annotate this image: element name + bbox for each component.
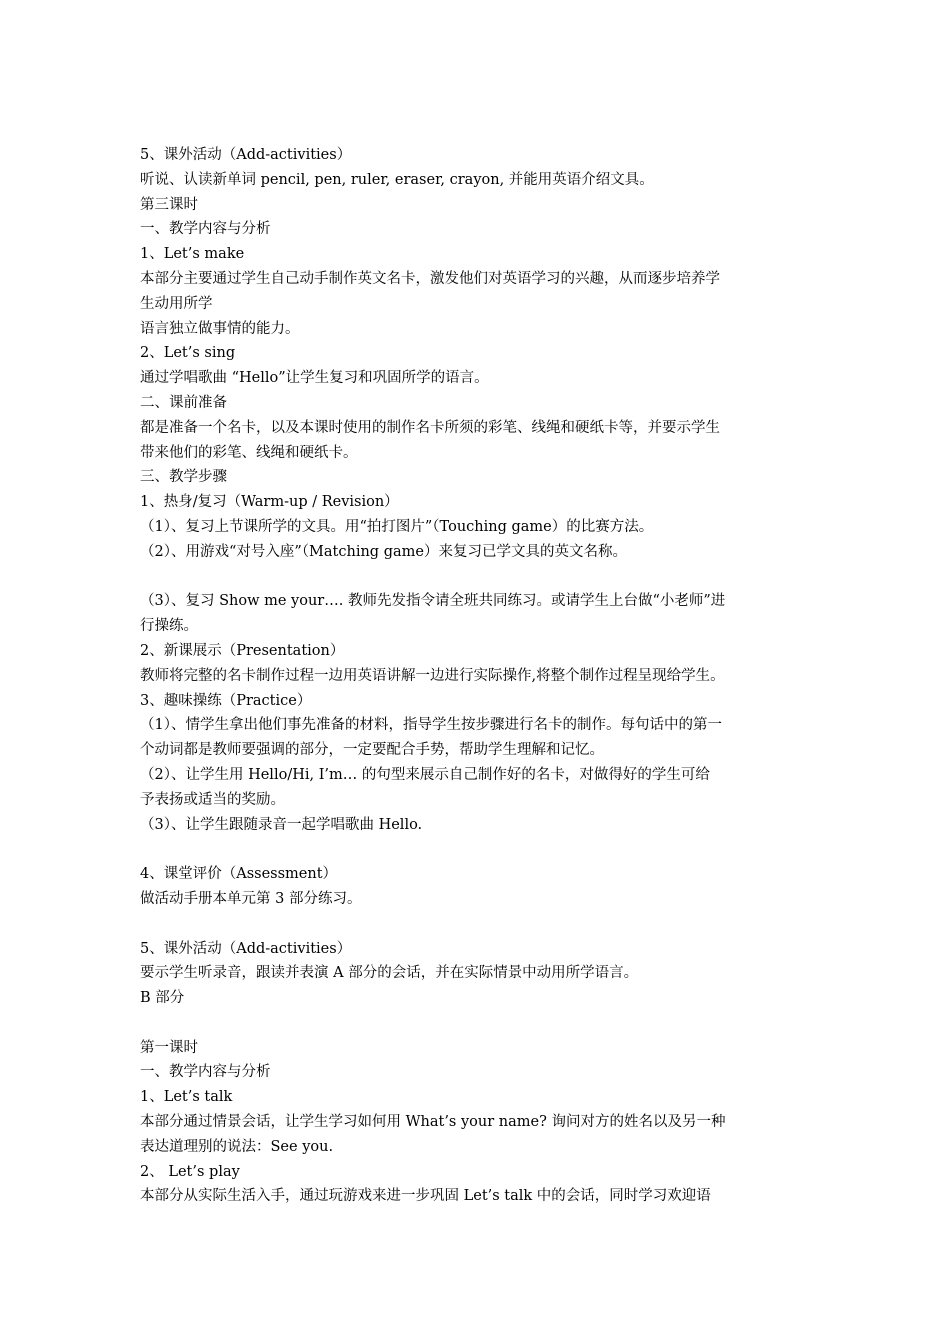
text-line: 5、课外活动（Add-activities）: [140, 940, 352, 957]
text-line: 表达道理别的说法：See you.: [140, 1138, 334, 1155]
text-line: 做活动手册本单元第 3 部分练习。: [140, 890, 362, 907]
text-line: 要示学生听录音，跟读并表演 A 部分的会话，并在实际情景中动用所学语言。: [140, 965, 639, 982]
text-line: 行操练。: [140, 618, 198, 635]
text-line: 本部分通过情景会话，让学生学习如何用 What’s your name? 询问对方的姓名以及另一种: [140, 1114, 726, 1131]
text-line: 2、新课展示（Presentation）: [140, 642, 345, 659]
text-line: 5、课外活动（Add-activities）: [140, 147, 352, 163]
text-line: 听说、认读新单词 pencil, pen, ruler, eraser, crayon, 并能用英语介绍文具。: [140, 171, 654, 188]
text-line: （2）、用游戏“对号入座”（Matching game）来复习已学文具的英文名称。: [140, 543, 627, 560]
text-line: （2）、让学生用 Hello/Hi, I’m… 的句型来展示自己制作好的名卡，对做得好的学生可给: [140, 766, 710, 783]
text-line: 个动词都是教师要强调的部分，一定要配合手势，帮助学生理解和记忆。: [140, 742, 604, 759]
text-line: 2、Let’s sing: [140, 345, 236, 362]
text-line: 3、趣味操练（Practice）: [140, 692, 312, 709]
text-line: 通过学唱歌曲 “Hello”让学生复习和巩固所学的语言。: [140, 370, 489, 387]
text-line: （1）、复习上节课所学的文具。用“拍打图片”（Touching game）的比赛方法。: [140, 518, 654, 535]
text-line: 1、热身/复习（Warm-up / Revision）: [140, 494, 399, 511]
text-line: 第三课时: [140, 196, 198, 213]
text-line: （3）、复习 Show me your…. 教师先发指令请全班共同练习。或请学生上台做“小老师”进: [140, 593, 726, 610]
text-line: 二、课前准备: [140, 394, 227, 411]
text-line: 一、教学内容与分析: [140, 1064, 271, 1081]
text-line: 生动用所学: [140, 295, 213, 312]
text-line: 本部分从实际生活入手，通过玩游戏来进一步巩固 Let’s talk 中的会话，同时学习欢迎语: [140, 1188, 711, 1205]
text-line: 语言独立做事情的能力。: [140, 320, 300, 337]
document-page: [140, 143, 812, 1209]
text-line: 第一课时: [140, 1039, 198, 1056]
text-line: 4、课堂评价（Assessment）: [140, 866, 338, 883]
text-line: 都是准备一个名卡，以及本课时使用的制作名卡所须的彩笔、线绳和硬纸卡等，并要示学生: [140, 419, 720, 436]
text-line: （3）、让学生跟随录音一起学唱歌曲 Hello.: [140, 816, 423, 833]
text-line: 1、Let’s talk: [140, 1089, 233, 1106]
text-line: （1）、情学生拿出他们事先准备的材料，指导学生按步骤进行名卡的制作。每句话中的第一: [140, 717, 722, 734]
blank-line: [140, 565, 812, 590]
text-line: 带来他们的彩笔、线绳和硬纸卡。: [140, 444, 358, 461]
text-line: B 部分: [140, 990, 185, 1007]
blank-line: [140, 837, 812, 862]
text-line: 1、Let’s make: [140, 246, 245, 263]
blank-line: [140, 912, 812, 937]
text-line: 2、 Let’s play: [140, 1163, 240, 1180]
text-line: 三、教学步骤: [140, 469, 227, 486]
text-line: 教师将完整的名卡制作过程一边用英语讲解一边进行实际操作,将整个制作过程呈现给学生。: [140, 667, 725, 684]
text-line: 一、教学内容与分析: [140, 221, 271, 238]
blank-line: [140, 1011, 812, 1036]
text-line: 本部分主要通过学生自己动手制作英文名卡，激发他们对英语学习的兴趣，从而逐步培养学: [140, 270, 720, 287]
text-line: 予表扬或适当的奖励。: [140, 791, 285, 808]
